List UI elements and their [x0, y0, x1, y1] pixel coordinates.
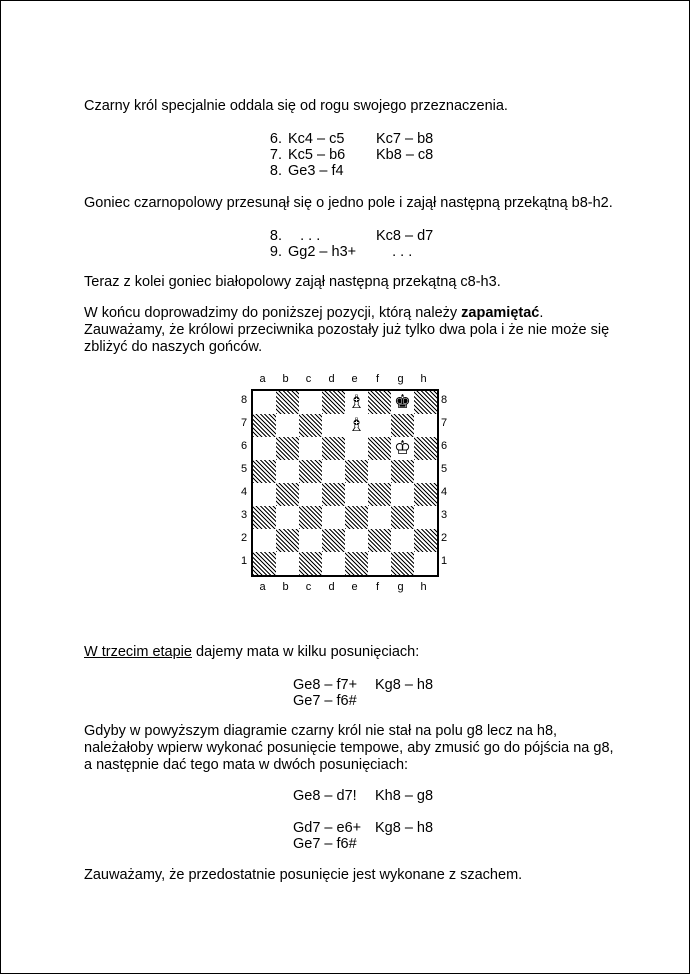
square-h3	[414, 506, 437, 529]
moves-block-a	[258, 131, 456, 179]
square-d8	[322, 391, 345, 414]
square-b4	[276, 483, 299, 506]
square-h8	[414, 391, 437, 414]
square-c2	[299, 529, 322, 552]
rank-label: 5	[440, 463, 448, 475]
square-c5	[299, 460, 322, 483]
rank-label: 2	[240, 532, 248, 544]
moves-block-d	[293, 788, 455, 804]
rank-label: 2	[440, 532, 448, 544]
square-e4	[345, 483, 368, 506]
square-g6	[391, 437, 414, 460]
paragraph-6: Gdyby w powyższym diagramie czarny król nie stał na polu g8 lecz na h8, należałoby wpierw wykonać posunięcie tempowe, aby zmusić go do pójścia na g8, a następnie dać tego mata w dwóch posunięciach:	[84, 723, 614, 773]
paragraph-1: Czarny król specjalnie oddala się od rogu swojego przeznaczenia.	[84, 98, 508, 114]
move-row	[258, 244, 456, 260]
black-move: Kb8 – c8	[376, 147, 434, 163]
rank-label: 6	[440, 440, 448, 452]
rank-label: 7	[240, 417, 248, 429]
file-labels-top	[251, 373, 435, 385]
white-move: Kc5 – b6	[288, 147, 346, 163]
paragraph-5-text: dajemy mata w kilku posunięciach:	[191, 644, 420, 660]
move-row	[258, 131, 456, 147]
square-c7	[299, 414, 322, 437]
square-f3	[368, 506, 391, 529]
file-label: e	[351, 581, 358, 593]
rank-label: 4	[440, 486, 448, 498]
square-f8	[368, 391, 391, 414]
file-label: f	[375, 373, 380, 385]
square-a4	[253, 483, 276, 506]
square-g4	[391, 483, 414, 506]
black-move	[375, 693, 455, 709]
black-move: Kh8 – g8	[375, 788, 434, 804]
square-e1	[345, 552, 368, 575]
black-move	[376, 163, 456, 179]
paragraph-3: Teraz z kolei goniec białopolowy zajął następną przekątną c8-h3.	[84, 274, 501, 290]
square-g1	[391, 552, 414, 575]
paragraph-4-text: W końcu doprowadzimy do poniższej pozycji, którą należy	[84, 305, 462, 321]
white-move: Ge8 – f7+	[293, 677, 358, 693]
square-g7	[391, 414, 414, 437]
square-f5	[368, 460, 391, 483]
paragraph-7: Zauważamy, że przedostatnie posunięcie jest wykonane z szachem.	[84, 867, 523, 883]
stage-heading: W trzecim etapie	[84, 644, 192, 660]
square-g2	[391, 529, 414, 552]
square-d2	[322, 529, 345, 552]
move-row	[293, 677, 455, 693]
black-move: Kc8 – d7	[376, 228, 434, 244]
file-label: c	[305, 373, 312, 385]
emphasis-text: zapamiętać	[461, 305, 540, 321]
square-b7	[276, 414, 299, 437]
chess-diagram	[236, 371, 456, 601]
square-h4	[414, 483, 437, 506]
paragraph-4	[84, 305, 624, 356]
square-a2	[253, 529, 276, 552]
white-move: . . .	[288, 228, 321, 244]
square-b2	[276, 529, 299, 552]
move-row	[293, 820, 455, 836]
square-f1	[368, 552, 391, 575]
square-d7	[322, 414, 345, 437]
black-move: Kg8 – h8	[375, 677, 434, 693]
square-a6	[253, 437, 276, 460]
square-b1	[276, 552, 299, 575]
square-b8	[276, 391, 299, 414]
square-a1	[253, 552, 276, 575]
rank-label: 8	[240, 394, 248, 406]
file-label: d	[328, 581, 335, 593]
square-h5	[414, 460, 437, 483]
file-label: h	[420, 373, 427, 385]
square-d6	[322, 437, 345, 460]
square-d1	[322, 552, 345, 575]
rank-label: 7	[440, 417, 448, 429]
square-c6	[299, 437, 322, 460]
file-label: g	[397, 373, 404, 385]
moves-block-e	[293, 820, 455, 852]
file-label: f	[375, 581, 380, 593]
move-number: 8.	[269, 163, 282, 179]
square-g5	[391, 460, 414, 483]
file-label: a	[259, 373, 266, 385]
file-label: a	[259, 581, 266, 593]
move-number: 8.	[269, 228, 282, 244]
paragraph-4-period: .	[539, 305, 544, 321]
square-a5	[253, 460, 276, 483]
square-a7	[253, 414, 276, 437]
square-b3	[276, 506, 299, 529]
square-f6	[368, 437, 391, 460]
white-bishop-icon: ♗	[345, 414, 368, 437]
rank-label: 3	[240, 509, 248, 521]
square-g8	[391, 391, 414, 414]
white-king-icon: ♔	[391, 437, 414, 460]
move-number: 7.	[269, 147, 282, 163]
square-e6	[345, 437, 368, 460]
moves-block-c	[293, 677, 455, 709]
square-b6	[276, 437, 299, 460]
rank-label: 4	[240, 486, 248, 498]
file-label: b	[282, 373, 289, 385]
rank-label: 3	[440, 509, 448, 521]
square-e3	[345, 506, 368, 529]
rank-label: 5	[240, 463, 248, 475]
square-f4	[368, 483, 391, 506]
rank-label: 1	[440, 555, 448, 567]
white-move: Ge7 – f6#	[293, 693, 357, 709]
black-move: . . .	[376, 244, 413, 260]
white-move: Ge3 – f4	[288, 163, 344, 179]
white-move: Gd7 – e6+	[293, 820, 362, 836]
file-label: e	[351, 373, 358, 385]
square-g3	[391, 506, 414, 529]
square-e5	[345, 460, 368, 483]
square-d5	[322, 460, 345, 483]
rank-label: 1	[240, 555, 248, 567]
rank-label: 6	[240, 440, 248, 452]
file-label: b	[282, 581, 289, 593]
move-row	[293, 836, 455, 852]
file-labels-bottom	[251, 581, 435, 593]
square-h1	[414, 552, 437, 575]
chess-board	[251, 389, 439, 577]
file-label: d	[328, 373, 335, 385]
paragraph-4-continuation: Zauważamy, że królowi przeciwnika pozostały już tylko dwa pola i że nie może się zbliżyć do naszych gońców.	[84, 322, 610, 355]
black-move	[375, 836, 455, 852]
square-h7	[414, 414, 437, 437]
move-number: 9.	[269, 244, 282, 260]
white-bishop-icon: ♗	[345, 391, 368, 414]
square-f2	[368, 529, 391, 552]
square-c3	[299, 506, 322, 529]
black-move: Kg8 – h8	[375, 820, 434, 836]
move-row	[258, 147, 456, 163]
square-c4	[299, 483, 322, 506]
move-number: 6.	[269, 131, 282, 147]
square-a8	[253, 391, 276, 414]
square-c8	[299, 391, 322, 414]
square-f7	[368, 414, 391, 437]
moves-block-b	[258, 228, 456, 260]
file-label: c	[305, 581, 312, 593]
white-move: Gg2 – h3+	[288, 244, 357, 260]
white-move: Kc4 – c5	[288, 131, 345, 147]
white-move: Ge8 – d7!	[293, 788, 357, 804]
square-a3	[253, 506, 276, 529]
square-e7	[345, 414, 368, 437]
square-d4	[322, 483, 345, 506]
paragraph-5	[84, 644, 624, 661]
square-h2	[414, 529, 437, 552]
paragraph-2: Goniec czarnopolowy przesunął się o jedno pole i zajął następną przekątną b8-h2.	[84, 195, 613, 211]
black-move: Kc7 – b8	[376, 131, 434, 147]
square-d3	[322, 506, 345, 529]
black-king-icon: ♚	[391, 391, 414, 414]
file-label: h	[420, 581, 427, 593]
move-row	[293, 693, 455, 709]
file-label: g	[397, 581, 404, 593]
rank-label: 8	[440, 394, 448, 406]
square-e8	[345, 391, 368, 414]
move-row	[293, 788, 455, 804]
move-row	[258, 228, 456, 244]
square-b5	[276, 460, 299, 483]
white-move: Ge7 – f6#	[293, 836, 357, 852]
rank-labels-left	[238, 389, 250, 573]
square-e2	[345, 529, 368, 552]
square-c1	[299, 552, 322, 575]
square-h6	[414, 437, 437, 460]
rank-labels-right	[438, 389, 450, 573]
move-row	[258, 163, 456, 179]
